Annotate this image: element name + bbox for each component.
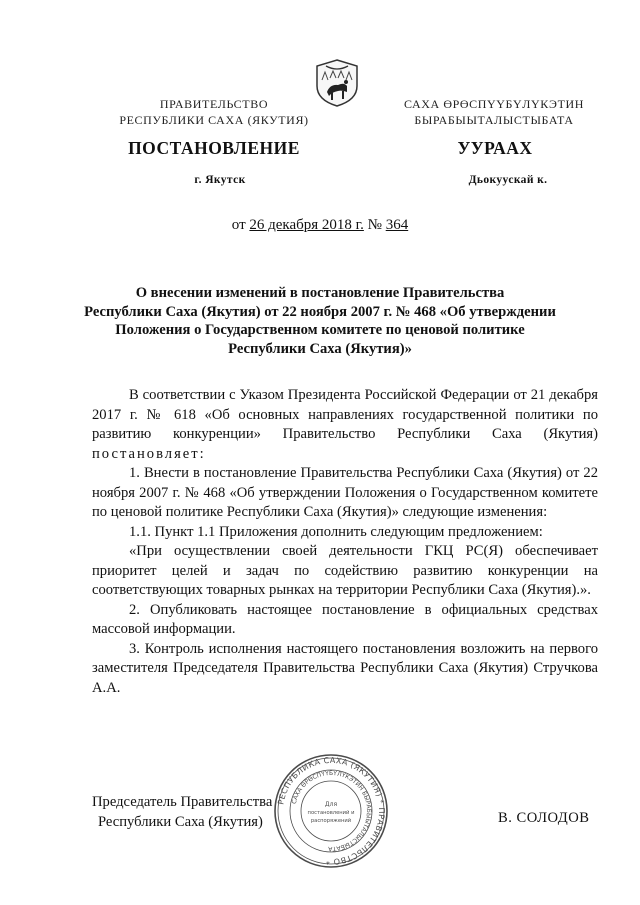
body-paragraph-text: В соответствии с Указом Президента Российской Федерации от 21 декабря 2017 г. № 618 «Об основных направлениях государственной политики по развитию конкуренции» Правительство Республики Саха (Якутия): [92, 387, 598, 442]
body-paragraph-5: 2. Опубликовать настоящее постановление в официальных средствах массовой информации.: [92, 601, 598, 637]
signatory-position-line1: Председатель Правительства: [92, 794, 273, 810]
svg-text:постановлений и: постановлений и: [307, 810, 355, 816]
header-right-line1: САХА ӨРӨСПҮҮБҮЛҮКЭТИН: [403, 97, 585, 111]
title-line: Положения о Государственном комитете по ценовой политике: [115, 322, 525, 338]
resolves-word: постановляет:: [92, 445, 206, 462]
title-line: Республики Саха (Якутия) от 22 ноября 2007 г. № 468 «Об утверждении: [84, 303, 556, 320]
body-paragraph-4: «При осуществлении своей деятельности ГКЦ РС(Я) обеспечивает приоритет целей и задач по содействию развитию конкуренции на соответствующих товарных рынках на территории Республики Саха (Якутия).».: [92, 543, 598, 598]
document-body: [92, 386, 598, 698]
signatory-position-line2: Республики Саха (Якутия): [98, 813, 263, 830]
header-left-line1: ПРАВИТЕЛЬСТВО: [159, 97, 269, 111]
title-line: О внесении изменений в постановление Правительства: [135, 285, 505, 301]
body-paragraph-6: 3. Контроль исполнения настоящего постановления возложить на первого заместителя Председателя Правительства Республики Саха (Якутия) Стручкова А.А.: [92, 640, 598, 696]
government-name-russian: [88, 96, 340, 128]
svg-text:САХА ӨРӨСПҮҮБҮЛҮКЭТИН БЫРАБЫЫТ: САХА ӨРӨСПҮҮБҮЛҮКЭТИН БЫРАБЫЫТАЛЫСТЫБАТА: [290, 769, 373, 853]
svg-text:Для: Для: [324, 801, 338, 808]
title-line: Республики Саха (Якутия)»: [228, 340, 412, 357]
place-russian: г. Якутск: [194, 174, 246, 186]
header-right-line2: БЫРАБЫЫТАЛЫСТЫБАТА: [414, 113, 574, 127]
official-seal-stamp: [272, 752, 390, 870]
body-paragraph-1: [92, 386, 598, 464]
header-left-line2: РЕСПУБЛИКИ САХА (ЯКУТИЯ): [119, 113, 309, 127]
document-type-yakut: УУРААХ: [457, 138, 533, 158]
document-title: [80, 284, 560, 358]
government-name-yakut: [388, 96, 600, 128]
svg-text:РЕСПУБЛИКА САХА (ЯКУТИЯ) * ПРА: РЕСПУБЛИКА САХА (ЯКУТИЯ) * ПРАВИТЕЛЬСТВО *: [276, 755, 387, 867]
document-date-line: [0, 217, 640, 234]
document-date: 26 декабря 2018 г.: [249, 217, 364, 233]
place-yakut: Дьокуускай к.: [468, 174, 548, 186]
body-paragraph-3: 1.1. Пункт 1.1 Приложения дополнить следующим предложением:: [129, 523, 543, 540]
number-prefix: №: [367, 217, 382, 233]
signatory-position: [92, 793, 272, 832]
svg-text:распоряжений: распоряжений: [310, 818, 352, 824]
body-paragraph-2: 1. Внести в постановление Правительства Республики Саха (Якутия) от 22 ноября 2007 г. № 468 «Об утверждении Положения о Государственном комитете по ценовой политике Республики Саха (Якутия)» следующие изменения:: [92, 465, 598, 520]
document-number: 364: [385, 217, 409, 233]
signatory-name: В. СОЛОДОВ: [498, 810, 590, 826]
document-type-russian: ПОСТАНОВЛЕНИЕ: [128, 138, 300, 158]
date-prefix: от: [231, 217, 246, 233]
